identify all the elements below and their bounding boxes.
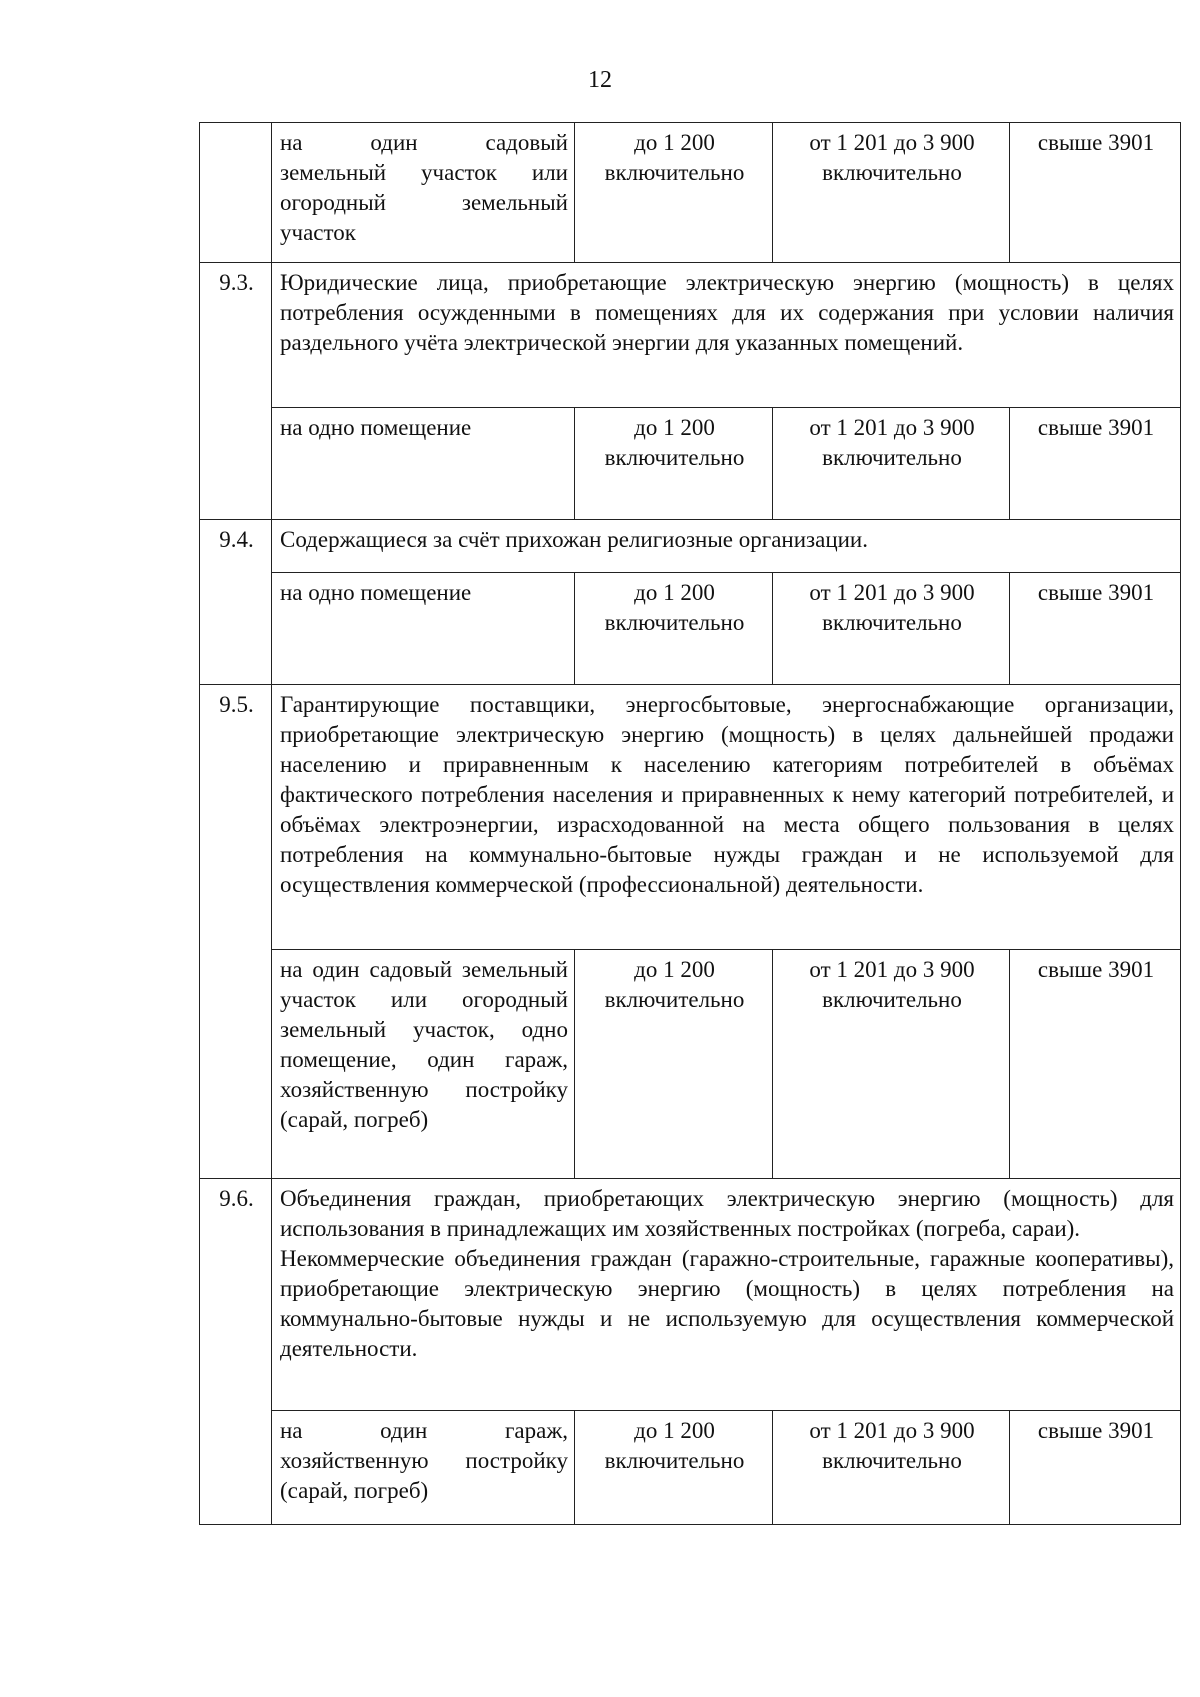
range-cell: до 1 200 включительно [575, 573, 773, 685]
section-heading-row [200, 520, 1181, 573]
section-description-paragraph: Некоммерческие объединения граждан (гаражно-строительные, гаражные кооперативы), приобретающие электрическую энергию (мощность) в целях потребления на коммунально-бытовые нужды и не используемую для осуществления коммерческой деятельности. [280, 1246, 1174, 1361]
table-row [200, 408, 1181, 520]
range-cell: до 1 200 включительно [575, 1411, 773, 1525]
section-heading-row [200, 685, 1181, 950]
range-cell: от 1 201 до 3 900 включительно [773, 950, 1010, 1179]
section-description: Гарантирующие поставщики, энергосбытовые, энергоснабжающие организации, приобретающие электрическую энергию (мощность) в целях дальнейшей продажи населению и приравненным к населению категориям потребителей в объёмах фактического потребления населения и приравненных к нему категорий потребителей, и объёмах электроэнергии, израсходованной на места общего пользования в целях потребления на коммунально-бытовые нужды граждан и не используемой для осуществления коммерческой (профессиональной) деятельности. [272, 685, 1181, 950]
range-cell: от 1 201 до 3 900 включительно [773, 1411, 1010, 1525]
range-cell: до 1 200 включительно [575, 408, 773, 520]
range-cell: свыше 3901 [1010, 408, 1181, 520]
unit-line: на один садовый [280, 130, 568, 155]
table-row [200, 123, 1181, 263]
table-row [200, 573, 1181, 685]
range-cell: до 1 200 включительно [575, 950, 773, 1179]
unit-cell: на одно помещение [272, 573, 575, 685]
range-cell: свыше 3901 [1010, 573, 1181, 685]
unit-line: земельный участок или [280, 160, 568, 185]
section-number: 9.3. [200, 263, 272, 520]
range-cell: от 1 201 до 3 900 включительно [773, 573, 1010, 685]
range-cell: от 1 201 до 3 900 включительно [773, 123, 1010, 263]
unit-cell: на один садовый земельный участок или огородный земельный участок, одно помещение, один гараж, хозяйственную постройку (сарай, погреб) [272, 950, 575, 1179]
section-description [272, 1179, 1181, 1411]
section-number: 9.6. [200, 1179, 272, 1525]
section-number: 9.4. [200, 520, 272, 685]
range-cell: свыше 3901 [1010, 123, 1181, 263]
section-number: 9.5. [200, 685, 272, 1179]
unit-cell: на одно помещение [272, 408, 575, 520]
section-description-paragraph: Объединения граждан, приобретающих электрическую энергию (мощность) для использования в принадлежащих им хозяйственных постройках (погреба, сараи). [280, 1186, 1174, 1241]
section-heading-row [200, 1179, 1181, 1411]
table-row [200, 1411, 1181, 1525]
section-description: Содержащиеся за счёт прихожан религиозные организации. [272, 520, 1181, 573]
unit-cell [272, 123, 575, 263]
unit-line: огородный земельный [280, 190, 568, 215]
tariff-table [199, 122, 1181, 1525]
range-cell: до 1 200 включительно [575, 123, 773, 263]
unit-line: участок [280, 220, 356, 245]
range-cell: свыше 3901 [1010, 950, 1181, 1179]
unit-cell: на один гараж, хозяйственную постройку (сарай, погреб) [272, 1411, 575, 1525]
range-cell: свыше 3901 [1010, 1411, 1181, 1525]
section-heading-row [200, 263, 1181, 408]
table-row [200, 950, 1181, 1179]
page-number: 12 [588, 67, 612, 93]
row-number-cell [200, 123, 272, 263]
section-description: Юридические лица, приобретающие электрическую энергию (мощность) в целях потребления осужденными в помещениях для их содержания при условии наличия раздельного учёта электрической энергии для указанных помещений. [272, 263, 1181, 408]
range-cell: от 1 201 до 3 900 включительно [773, 408, 1010, 520]
